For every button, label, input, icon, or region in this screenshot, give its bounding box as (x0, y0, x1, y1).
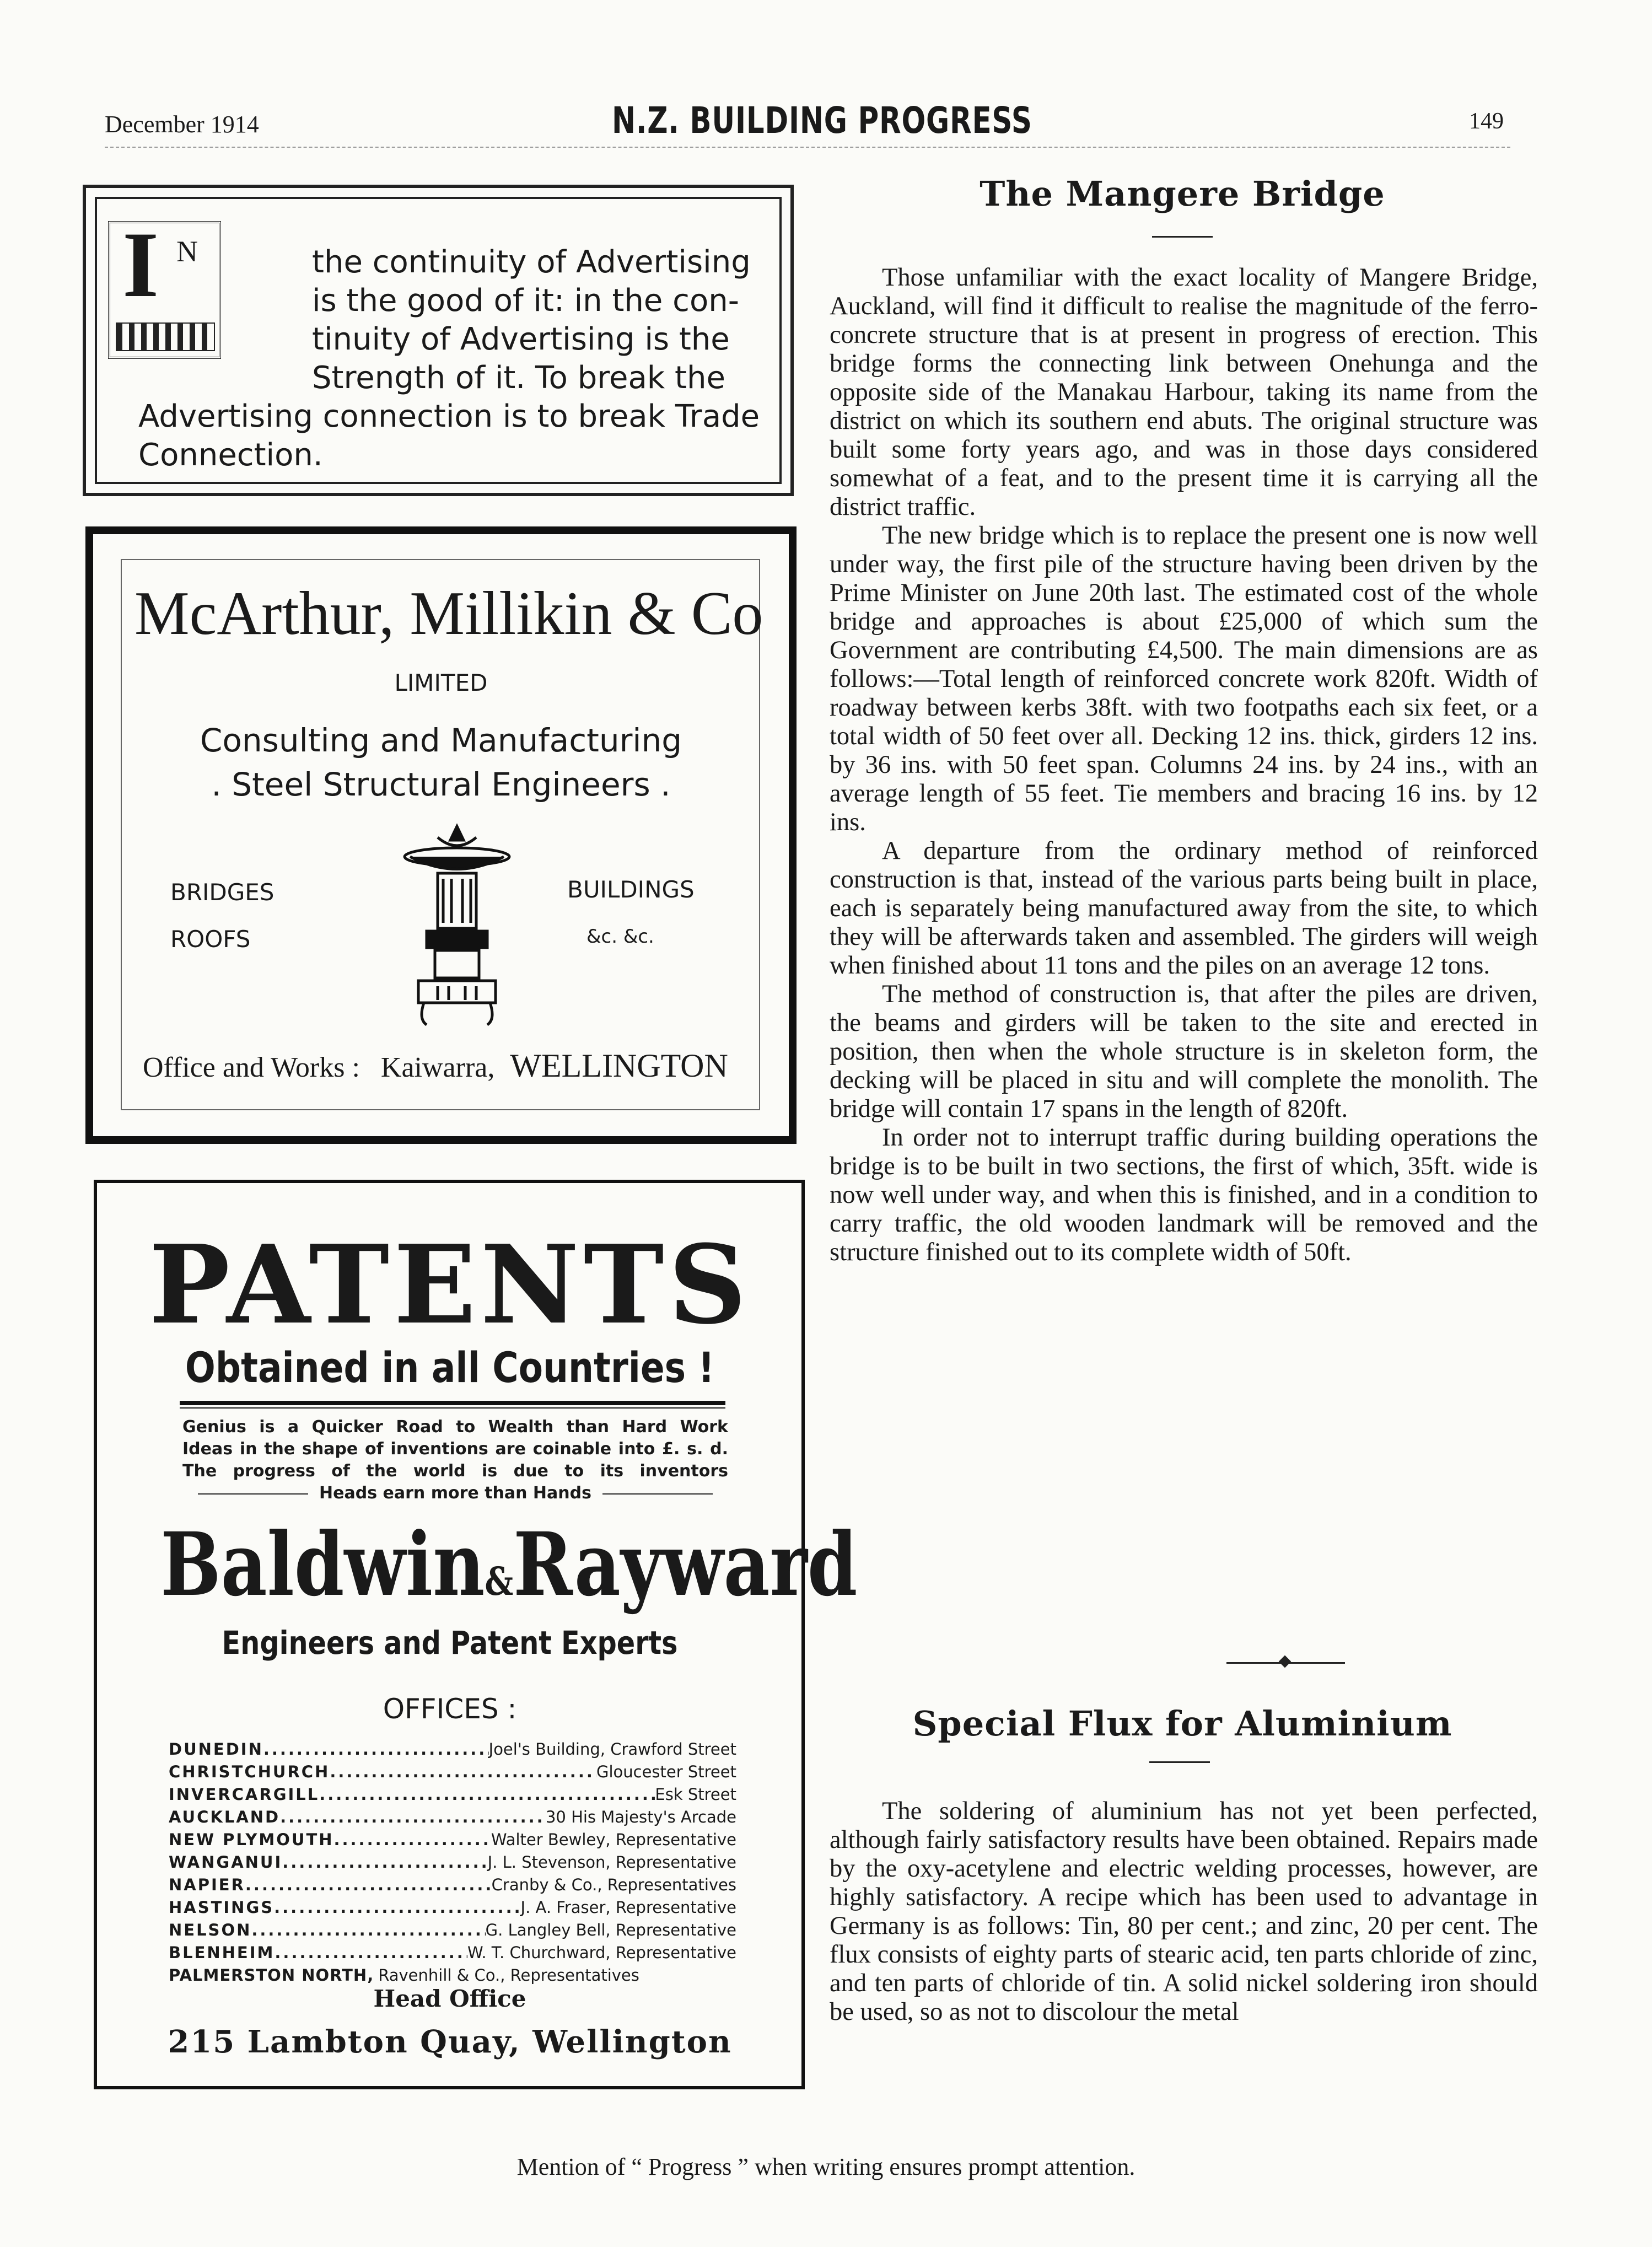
office-row: NELSON ..... G. Langley Bell, Representative (169, 1921, 736, 1943)
firm-subtitle: Engineers and Patent Experts (222, 1624, 678, 1662)
issue-date: December 1914 (105, 111, 259, 138)
tag-line: Ideas in the shape of inventions are coinable into £. s. d. (182, 1439, 728, 1459)
office-place: Kaiwarra, (380, 1052, 495, 1083)
article-title-mangere-bridge: The Mangere Bridge (980, 174, 1385, 214)
paragraph: The soldering of aluminium has not yet been perfected, although fairly satisfactory results have been obtained. Repairs made by the oxy-acetylene and electric welding processes, however, are highly satisfactory. A recipe which has been used to advantage in Germany is as follows: Tin, 80 per cent.; and zinc, 20 per cent. The flux consists of eighty parts of stearic acid, ten parts chloride of zinc, and ten parts of chloride of tin. A solid nickel soldering iron should be used, so as not to discolour the metal (830, 1797, 1538, 2026)
advert-line: the continuity of Advertising (312, 244, 751, 280)
advert-line: Advertising connection is to break Trade (138, 399, 760, 434)
offices-label: OFFICES : (383, 1693, 517, 1725)
patents-advert (94, 1180, 858, 2089)
drop-cap-letter: I (122, 213, 159, 316)
head-office-address: 215 Lambton Quay, Wellington (168, 2024, 732, 2060)
mcarthur-advert (85, 526, 797, 1144)
label-etc: &c. &c. (586, 926, 654, 948)
office-row: DUNEDIN ..... Joel's Building, Crawford Street (169, 1740, 736, 1762)
fountain-emblem-icon (394, 821, 520, 1030)
advert-line: tinuity of Advertising is the (312, 321, 730, 357)
office-row: CHRISTCHURCH ..... Gloucester Street (169, 1762, 736, 1785)
firm-specialty: . Steel Structural Engineers . (211, 766, 671, 803)
drop-cap-small-letter: N (176, 235, 198, 268)
paragraph: A departure from the ordinary method of reinforced construction is that, instead of the various parts being built in place, each is separately being manufactured away from the site, to which they will be afterwards taken and assembled. The girders will weigh when finished about 11 tons and the piles on an average 12 tons. (830, 837, 1538, 980)
office-row: AUCKLAND ..... 30 His Majesty's Arcade (169, 1808, 736, 1830)
continuity-advert-text (138, 243, 822, 475)
title-dash (1152, 236, 1213, 238)
paragraph: The new bridge which is to replace the present one is now well under way, the first pile of the structure having been driven by the Prime Minister on June 20th last. The estimated cost of the whole bridge and approaches is about £25,000 of which sum the Government are contributing £4,500. The main dimensions are as follows:—Total length of reinforced concrete work 820ft. Width of roadway between kerbs 38ft. with two footpaths each six feet, or a total width of 50 feet over all. Decking 12 ins. thick, girders 12 ins. by 36 ins. with 50 feet span. Columns 24 ins. by 24 ins., with an average length of 55 feet. Tie members and bracing 16 ins. by 12 ins. (830, 522, 1538, 836)
head-office-label: Head Office (373, 1985, 526, 2012)
advert-line: Connection. (138, 437, 323, 473)
office-row: INVERCARGILL ..... Esk Street (169, 1785, 736, 1808)
page-footer: Mention of “ Progress ” when writing ensures prompt attention. (516, 2153, 1136, 2180)
header-rule (105, 147, 1510, 148)
label-buildings: BUILDINGS (567, 876, 695, 903)
office-row: BLENHEIM ..... W. T. Churchward, Representative (169, 1943, 736, 1966)
firm-name: Baldwin&Rayward (160, 1514, 858, 1616)
page-number: 149 (1469, 109, 1504, 134)
continuity-advert (83, 185, 794, 496)
patents-headline: PATENTS (148, 1222, 751, 1348)
advert-line: is the good of it: in the con- (312, 283, 739, 319)
office-address (143, 1047, 804, 1085)
office-city: WELLINGTON (510, 1047, 728, 1084)
firm-limited: LIMITED (394, 669, 488, 696)
firm-services: Consulting and Manufacturing (200, 722, 682, 759)
paragraph: The method of construction is, that after the piles are driven, the beams and girders will be taken to the site and erected in position, then when the whole structure is in skeleton form, the decking will be placed in situ and will complete the monolith. The bridge will contain 17 spans in the length of 820ft. (830, 980, 1538, 1123)
label-bridges: BRIDGES (170, 879, 275, 906)
office-row: PALMERSTON NORTH, Ravenhill & Co., Representatives (169, 1966, 639, 1985)
article-body-special-flux (830, 1797, 1538, 2026)
section-ornament-icon (1279, 1655, 1292, 1668)
paragraph: Those unfamiliar with the exact locality of Mangere Bridge, Auckland, will find it difficult to realise the magnitude of the ferro-concrete structure that is at present in progress of erection. This bridge forms the connecting link between Onehunga and the opposite side of the Manakau Harbour, taking its name from the district on which its southern end abuts. The original structure was built some forty years ago, and was in those days considered somewhat of a feat, and to the present time it is carrying all the district traffic. (830, 264, 1538, 521)
article-title-special-flux: Special Flux for Aluminium (912, 1703, 1452, 1744)
advert-line: Strength of it. To break the (312, 360, 725, 396)
tag-line-last: Heads earn more than Hands (182, 1483, 728, 1503)
tag-line: Genius is a Quicker Road to Wealth than Hard Work (182, 1417, 728, 1437)
title-dash (1149, 1761, 1210, 1763)
office-list (169, 1740, 736, 1988)
label-roofs: ROOFS (170, 926, 251, 953)
tag-line: The progress of the world is due to its inventors (182, 1461, 728, 1481)
article-body-mangere-bridge (830, 264, 1538, 1267)
patents-subhead: Obtained in all Countries ! (185, 1343, 715, 1392)
office-row: NAPIER ..... Cranby & Co., Representatives (169, 1875, 736, 1898)
office-row: WANGANUI ..... J. L. Stevenson, Representative (169, 1853, 736, 1875)
office-label: Office and Works : (143, 1052, 360, 1083)
office-row: HASTINGS ..... J. A. Fraser, Representative (169, 1898, 736, 1921)
office-row: NEW PLYMOUTH ..... Walter Bewley, Representative (169, 1830, 736, 1853)
publication-title: N.Z. BUILDING PROGRESS (612, 99, 1032, 142)
patents-rule (180, 1401, 725, 1409)
paragraph: In order not to interrupt traffic during building operations the bridge is to be built in two sections, the first of which, 35ft. wide is now well under way, and when this is finished, and in a condition to carry traffic, the old wooden landmark will be removed and the structure finished out to its complete width of 50ft. (830, 1124, 1538, 1266)
firm-name: McArthur, Millikin & Co (134, 579, 763, 648)
